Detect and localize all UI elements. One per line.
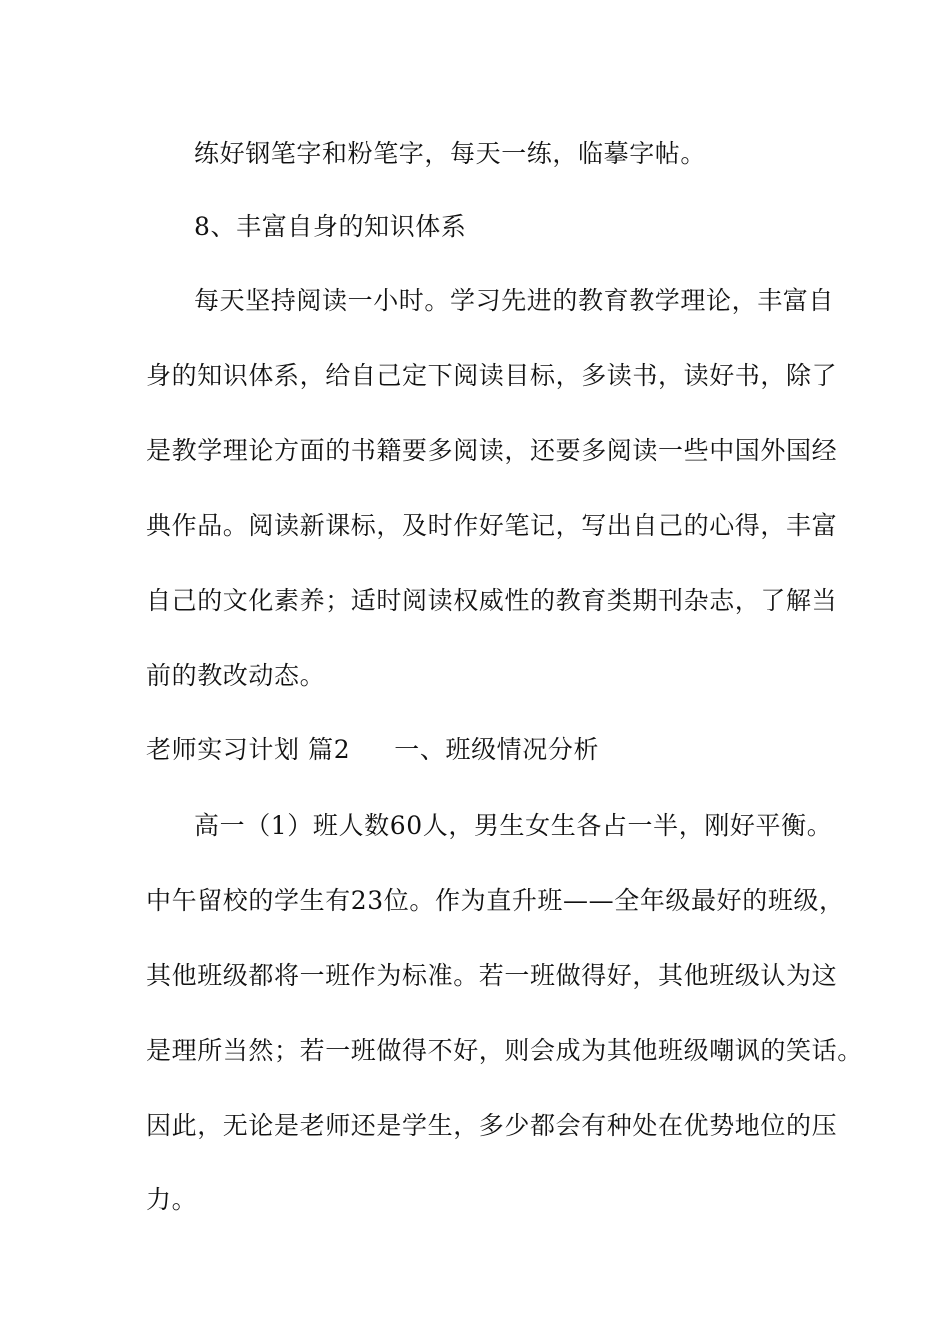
paragraph-line: 典作品。阅读新课标，及时作好笔记，写出自己的心得，丰富 [146, 511, 838, 540]
paragraph-line: 中午留校的学生有23位。作为直升班——全年级最好的班级， [146, 886, 845, 915]
paragraph-line: 每天坚持阅读一小时。学习先进的教育教学理论，丰富自 [194, 286, 835, 315]
section-title: 一、班级情况分析 [394, 735, 600, 764]
subheading-knowledge-system: 8、丰富自身的知识体系 [194, 212, 467, 241]
section-heading [146, 734, 846, 766]
paragraph-line: 力。 [146, 1185, 198, 1214]
paragraph-line: 前的教改动态。 [146, 661, 326, 690]
plan-title: 老师实习计划 篇2 [146, 735, 351, 764]
paragraph-line: 是理所当然；若一班做得不好，则会成为其他班级嘲讽的笑话。 [146, 1036, 863, 1065]
paragraph-line: 是教学理论方面的书籍要多阅读，还要多阅读一些中国外国经 [146, 436, 838, 465]
paragraph-line: 因此，无论是老师还是学生，多少都会有种处在优势地位的压 [146, 1111, 838, 1140]
paragraph-line: 身的知识体系，给自己定下阅读目标，多读书，读好书，除了 [146, 361, 838, 390]
paragraph-line: 高一（1）班人数60人，男生女生各占一半，刚好平衡。 [194, 811, 833, 840]
paragraph-line: 自己的文化素养；适时阅读权威性的教育类期刊杂志，了解当 [146, 586, 838, 615]
paragraph-line: 练好钢笔字和粉笔字，每天一练，临摹字帖。 [194, 139, 707, 168]
paragraph-line: 其他班级都将一班作为标准。若一班做得好，其他班级认为这 [146, 961, 838, 990]
